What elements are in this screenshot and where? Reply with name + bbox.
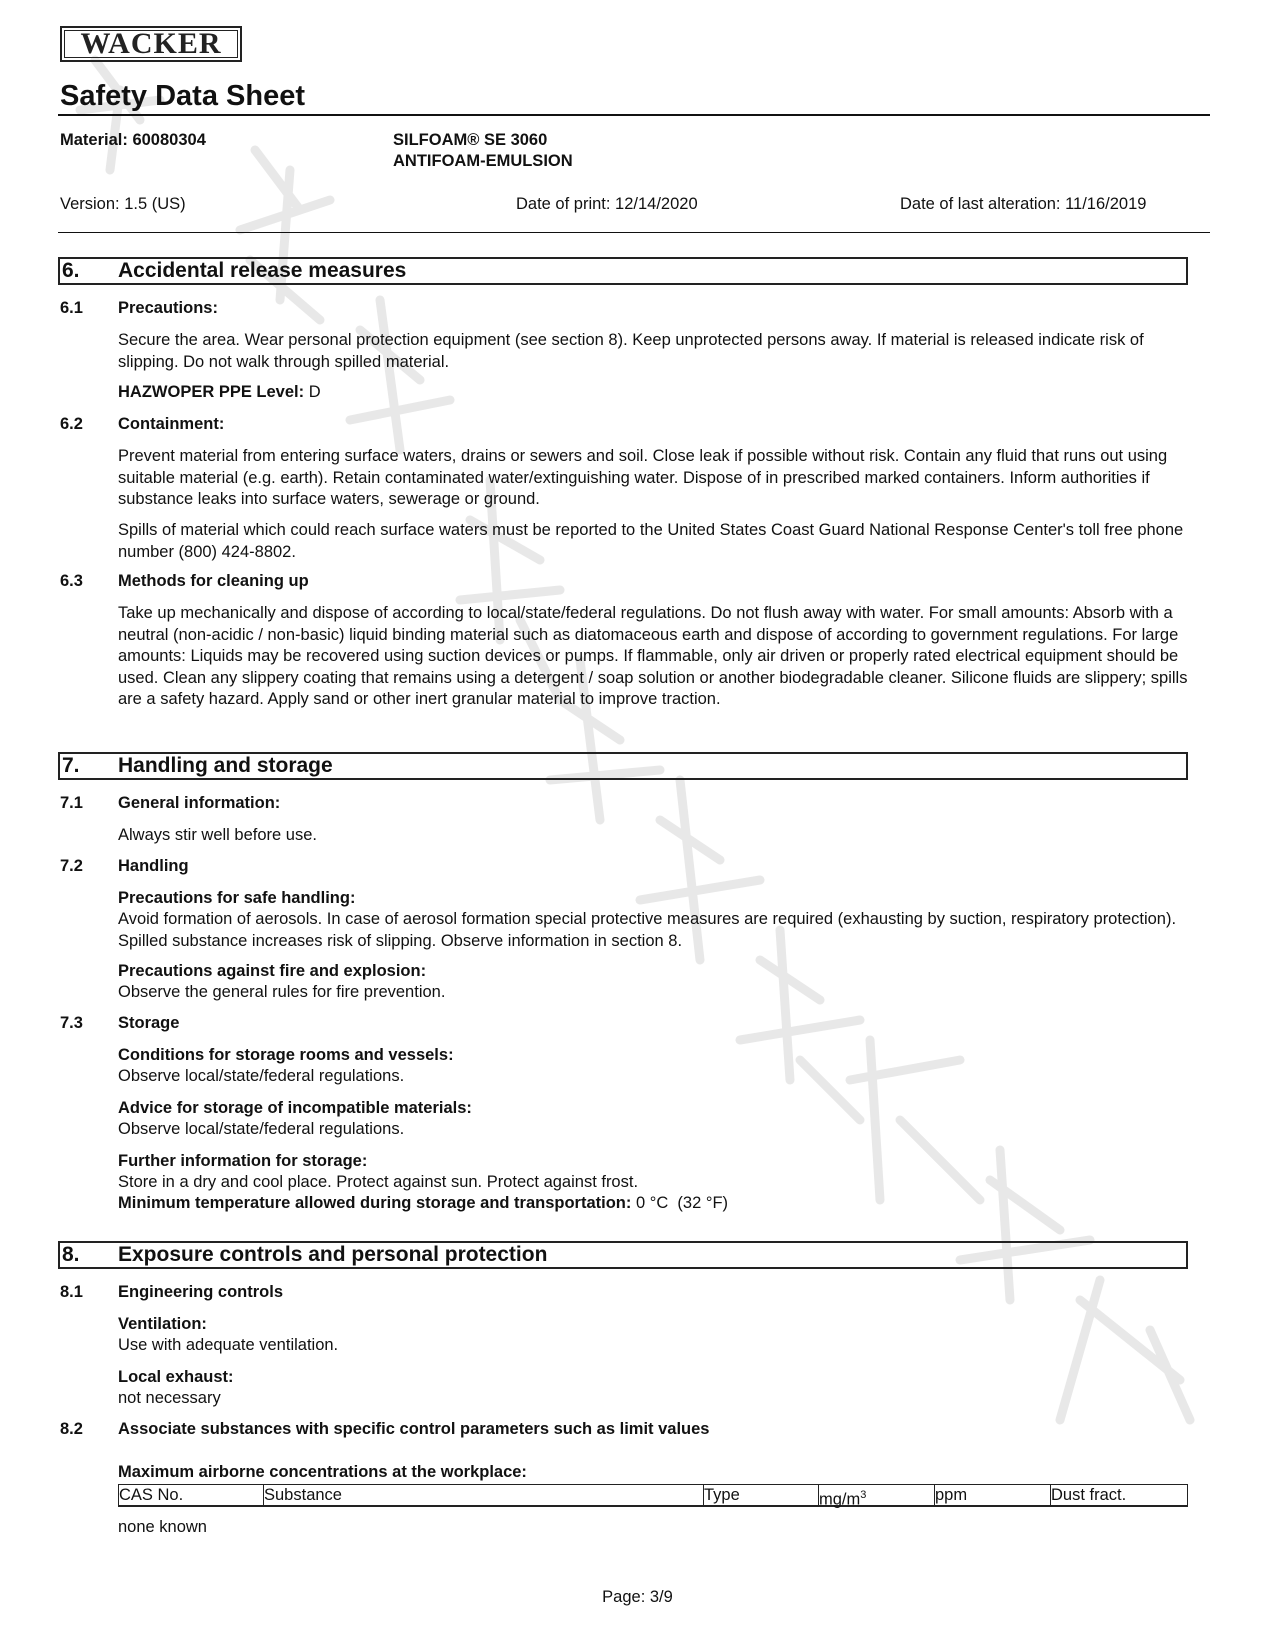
min-temp-value: 0 °C (32 °F) [635,1194,729,1212]
superscript-3: 3 [860,1489,867,1501]
section-title: Exposure controls and personal protection [118,1243,548,1266]
date-of-last-alteration: Date of last alteration: 11/16/2019 [900,195,1147,213]
min-temp-label: Minimum temperature allowed during storage and transportation: [118,1194,632,1212]
section-number: 8. [62,1243,80,1266]
product-name-line1: SILFOAM® SE 3060 [393,131,548,149]
subsection-number: 7.2 [60,857,83,875]
subsection-heading: Precautions: [118,299,218,317]
incompatible-label: Advice for storage of incompatible materials: [118,1099,472,1117]
subsection-number: 8.2 [60,1420,83,1438]
general-info-text: Always stir well before use. [118,826,317,844]
fire-explosion-label: Precautions against fire and explosion: [118,962,427,980]
min-temp-line [118,1193,1193,1215]
section-number: 7. [62,754,80,777]
storage-rooms-text: Observe local/state/federal regulations. [118,1067,405,1085]
cleanup-text: Take up mechanically and dispose of according to local/state/federal regulations. Do not flush away with water. For small amounts: Absorb with a neutral (non-acidic / non-basic) liquid binding material such as diatomaceous earth and dispose of according to government regulations. For large amounts: Liquids may be recovered using suction devices or pumps. If flammable, only air driven or properly rated electrical equipment should be used. Clean any slippery coating that remains using a detergent / soap solution or another biodegradable cleaner. Silicone fluids are slippery; spills are a safety hazard. Apply sand or other inert granular material to improve traction. [118,604,1188,708]
material-label: Material: [60,131,128,149]
subsection-heading: Engineering controls [118,1283,284,1301]
subsection-heading: Containment: [118,415,225,433]
local-exhaust-label: Local exhaust: [118,1368,234,1386]
product-name-line2: ANTIFOAM-EMULSION [393,152,573,170]
page-number: Page: 3/9 [602,1588,673,1606]
storage-rooms-label: Conditions for storage rooms and vessels: [118,1046,454,1064]
ventilation-label: Ventilation: [118,1315,207,1333]
ventilation-text: Use with adequate ventilation. [118,1336,339,1354]
section-number: 6. [62,259,80,282]
table-header-dust: Dust fract. [1051,1486,1127,1504]
subsection-number: 6.2 [60,415,83,433]
section-title: Handling and storage [118,754,333,777]
table-header-ppm: ppm [935,1486,968,1504]
further-storage-text: Store in a dry and cool place. Protect against sun. Protect against frost. [118,1173,639,1191]
section-title: Accidental release measures [118,259,407,282]
subsection-heading: General information: [118,794,281,812]
subsection-number: 7.1 [60,794,83,812]
subsection-number: 7.3 [60,1014,83,1032]
precautions-text: Secure the area. Wear personal protection equipment (see section 8). Keep unprotected persons away. If material is released indicate risk of slipping. Do not walk through spilled material. [118,331,1144,371]
hazwoper-line [118,383,321,402]
containment-text: Prevent material from entering surface waters, drains or sewers and soil. Close leak if possible without risk. Contain any fluid that runs out using suitable material (e.g. earth). Retain contaminated water/extinguishing water. Dispose of in prescribed marked containers. Inform authorities if substance leaks into surface waters, sewerage or ground. [118,447,1168,508]
material-line [60,131,206,150]
section-7-header [58,752,1188,780]
hazwoper-value: D [308,383,321,401]
local-exhaust-text: not necessary [118,1389,221,1407]
subsection-heading: Storage [118,1014,180,1032]
further-storage-label: Further information for storage: [118,1152,368,1170]
header-rule-top [58,114,1210,116]
version: Version: 1.5 (US) [60,195,186,213]
fire-explosion-text: Observe the general rules for fire prevention. [118,983,446,1001]
section-6-header [58,257,1188,285]
subsection-heading: Handling [118,857,189,875]
table-header-mgm3: $mg/m^3$ [818,1485,866,1506]
table-header-type: Type [704,1486,740,1504]
subsection-number: 6.3 [60,572,83,590]
incompatible-text: Observe local/state/federal regulations. [118,1120,405,1138]
logo-text: WACKER [80,27,222,60]
subsection-heading: Methods for cleaning up [118,572,309,590]
table-header-cas: CAS No. [119,1486,184,1504]
hazwoper-label: HAZWOPER PPE Level: [118,383,305,401]
airborne-table-title: Maximum airborne concentrations at the workplace: [118,1463,527,1481]
wacker-logo [60,26,242,62]
document-title: Safety Data Sheet [60,80,305,112]
date-of-print: Date of print: 12/14/2020 [516,195,698,213]
none-known-text: none known [118,1518,207,1536]
airborne-concentration-table [118,1484,1188,1507]
safe-handling-text: Avoid formation of aerosols. In case of aerosol formation special protective measures are required (exhausting by suction, respiratory protection). Spilled substance increases risk of slipping. Observe information in section 8. [118,910,1177,950]
spills-report-text: Spills of material which could reach surface waters must be reported to the United States Coast Guard National Response Center's toll free phone number (800) 424-8802. [118,521,1184,561]
table-header-substance: Substance [264,1486,342,1504]
header-rule-bottom [58,232,1210,233]
subsection-number: 8.1 [60,1283,83,1301]
material-number: 60080304 [132,131,206,149]
section-8-header [58,1241,1188,1269]
subsection-heading: Associate substances with specific control parameters such as limit values [118,1420,710,1438]
subsection-number: 6.1 [60,299,83,317]
safe-handling-label: Precautions for safe handling: [118,889,356,907]
